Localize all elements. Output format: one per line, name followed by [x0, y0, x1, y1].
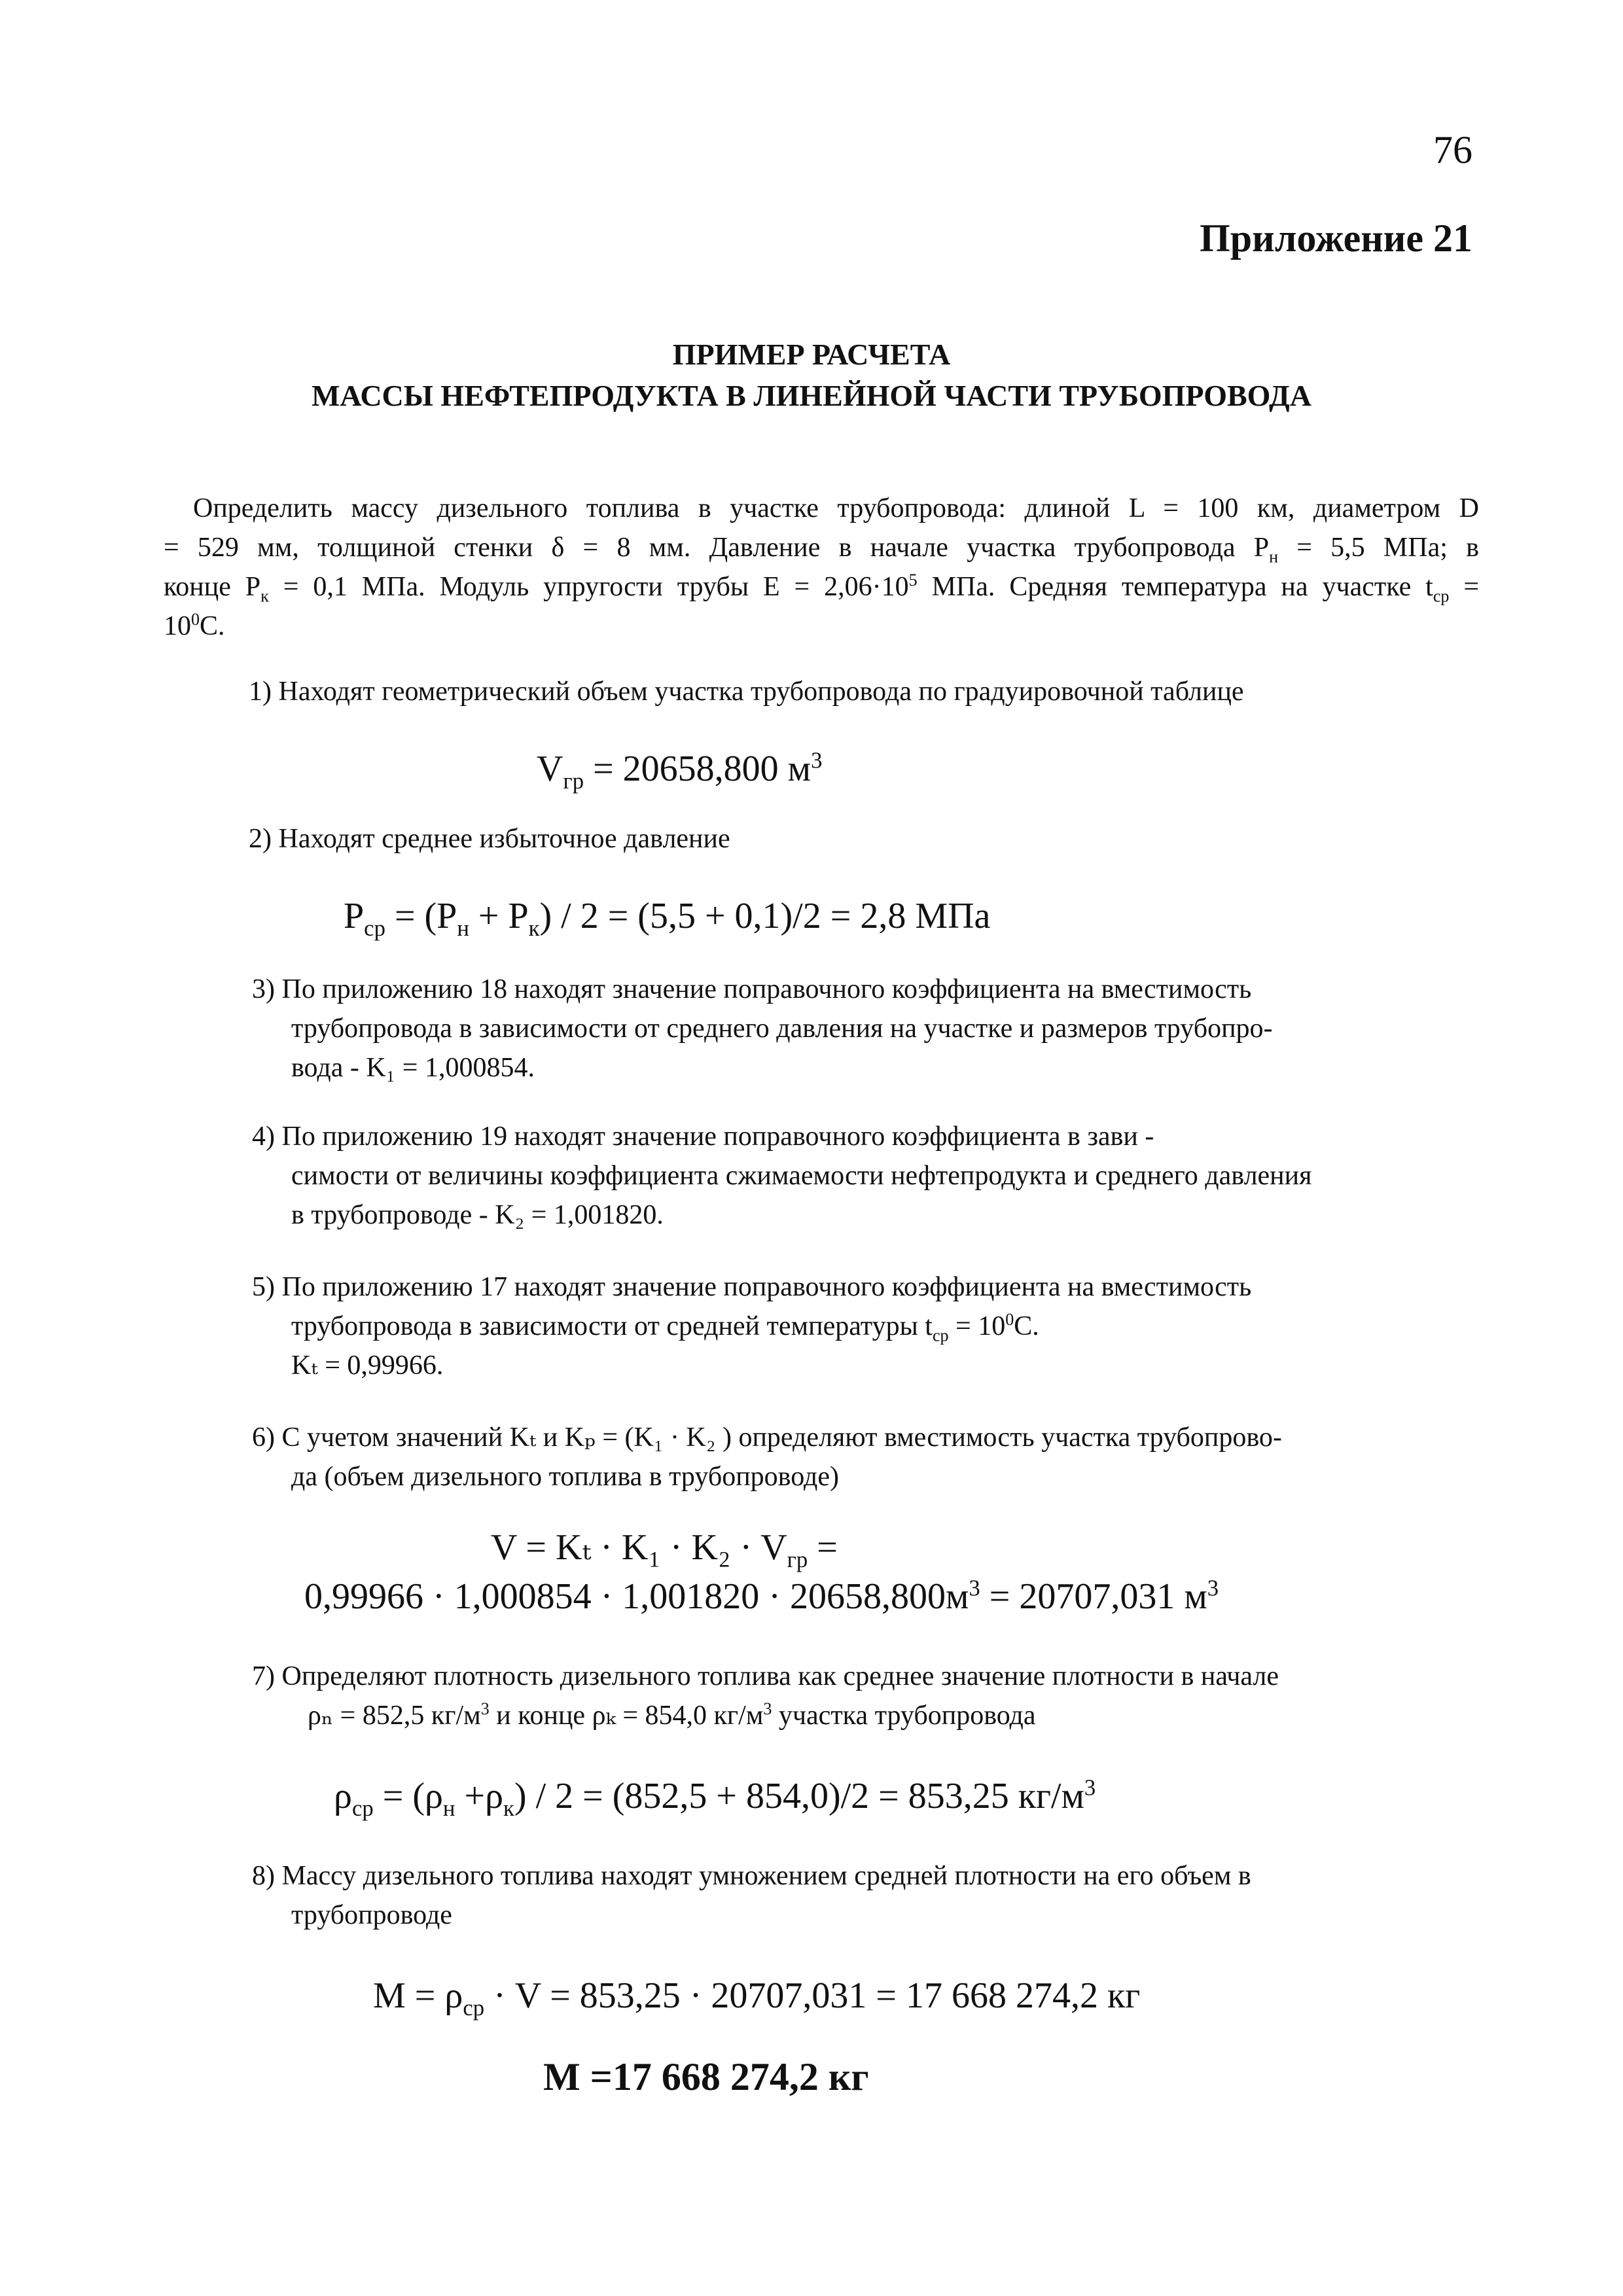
step-8-formula: $M = \rho_{ср} \cdot V = 853,25 \cdot 20707,031 = 17$ 668 274,2 кг	[373, 1975, 1141, 2021]
step-3-line-1: 3) По приложению 18 находят значение поправочного коэффициента на вместимость	[252, 974, 1252, 1004]
step-6-line-1: 6) С учетом значений Kₜ и Kₚ = (K₁ · K₂ ) определяют вместимость участка трубопрово-	[252, 1422, 1282, 1453]
step-5-line-2: трубопровода в зависимости от средней температуры $t_{ср} = 10^0С$.	[291, 1310, 1039, 1345]
intro-line-1: Определить массу дизельного топлива в участке трубопровода: длиной L = 100 км, диаметром D	[193, 493, 1479, 523]
step-1-formula: $V_{гр} = 20658,800$ $м^3$	[537, 747, 823, 794]
step-2-text: 2) Находят среднее избыточное давление	[249, 824, 730, 854]
step-7-line-1: 7) Определяют плотность дизельного топлива как среднее значение плотности в начале	[252, 1661, 1279, 1691]
step-7-formula: $\rho_{ср} = (\rho_н +\rho_к) / 2 = (852,5 + 854,0)/2 = 853,25$ $кг/м^3$	[334, 1775, 1096, 1822]
page-number: 76	[1433, 128, 1472, 171]
step-5-line-3: Kₜ = 0,99966.	[291, 1351, 444, 1381]
title-line-1: ПРИМЕР РАСЧЕТА	[672, 338, 951, 371]
step-8-line-2: трубопроводе	[291, 1900, 452, 1930]
step-6-formula-2: $0,99966 \cdot 1,000854 \cdot 1,001820 \cdot 20658,800м^3 = 20707,031$ $м^3$	[304, 1575, 1219, 1617]
intro-line-3: конце $P_к = 0,1$ МПа. Модуль упругости трубы $E = 2,06\cdot 10^5$ МПа. Средняя температура на участке $t_{ср}$ =	[164, 571, 1480, 606]
intro-line-2: = 529 мм, толщиной стенки δ = 8 мм. Давление в начале участка трубопровода $P_н = 5,5$ МПа; в	[164, 533, 1479, 567]
step-6-line-2: да (объем дизельного топлива в трубопроводе)	[291, 1462, 840, 1492]
step-2-formula: $P_{ср} = (P_н + P_к) / 2 = (5,5 + 0,1)/2 = 2,8$ МПа	[344, 896, 991, 942]
step-6-formula-1: $V = K_t \cdot K_1 \cdot K_2 \cdot V_{гр}$ =	[491, 1527, 838, 1573]
appendix-label: Приложение 21	[1200, 217, 1472, 260]
step-4-line-1: 4) По приложению 19 находят значение поправочного коэффициента в зави -	[252, 1122, 1154, 1152]
step-4-line-3: в трубопроводе - K₂ = 1,001820.	[291, 1200, 664, 1230]
intro-line-4: $10^0С$.	[164, 610, 225, 641]
step-7-line-2: ρₙ = 852,5 $кг/м^3$ и конце ρₖ = 854,0 $кг/м^3$ участка трубопровода	[308, 1699, 1036, 1731]
step-4-line-2: симости от величины коэффициента сжимаемости нефтепродукта и среднего давления	[291, 1161, 1312, 1191]
step-1-text: 1) Находят геометрический объем участка трубопровода по градуировочной таблице	[249, 677, 1244, 707]
step-3-line-3: вода - K₁ = 1,000854.	[291, 1053, 535, 1083]
step-3-line-2: трубопровода в зависимости от среднего давления на участке и размеров трубопро-	[291, 1014, 1273, 1044]
step-8-line-1: 8) Массу дизельного топлива находят умножением средней плотности на его объем в	[252, 1861, 1251, 1891]
title-line-2: МАССЫ НЕФТЕПРОДУКТА В ЛИНЕЙНОЙ ЧАСТИ ТРУБОПРОВОДА	[311, 379, 1312, 412]
final-result: M =17 668 274,2 кг	[543, 2055, 869, 2098]
step-5-line-1: 5) По приложению 17 находят значение поправочного коэффициента на вместимость	[252, 1272, 1252, 1302]
